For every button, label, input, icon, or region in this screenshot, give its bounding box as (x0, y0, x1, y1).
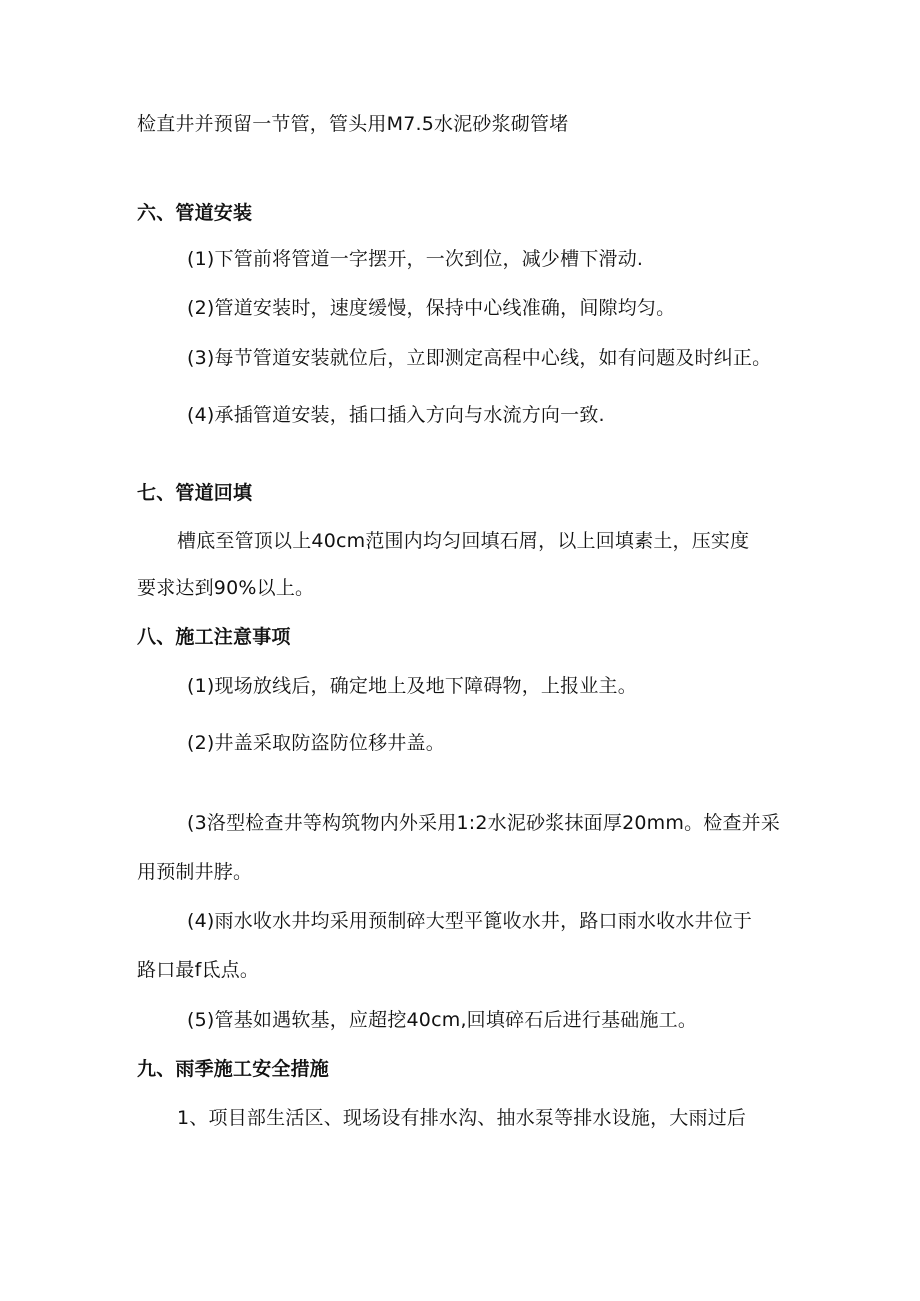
section-8-item-4-line-2: 路口最f氐点。 (137, 959, 260, 981)
section-heading-6: 六、管道安装 (137, 202, 253, 224)
section-8-item-3-line-2: 用预制井脖。 (137, 861, 253, 883)
section-6-item-2: (2)管道安装时，速度缓慢，保持中心线准确，间隙均匀。 (187, 297, 676, 319)
section-8-item-4-line-1: (4)雨水收水井均采用预制碎大型平篦收水井，路口雨水收水井位于 (187, 910, 753, 932)
section-8-item-1: (1)现场放线后，确定地上及地下障碍物，上报业主。 (187, 675, 637, 697)
section-7-paragraph-line-1: 槽底至管顶以上40cm范围内均匀回填石屑，以上回填素土，压实度 (177, 530, 750, 552)
section-8-item-2: (2)井盖采取防盗防位移井盖。 (187, 732, 445, 754)
intro-line: 检直井并预留一节管，管头用M7.5水泥砂浆砌管堵 (137, 113, 569, 135)
section-6-item-3: (3)每节管道安装就位后，立即测定高程中心线，如有问题及时纠正。 (187, 347, 772, 369)
section-8-item-5: (5)管基如遇软基，应超挖40cm,回填碎石后进行基础施工。 (187, 1009, 698, 1031)
section-6-item-4: (4)承插管道安装，插口插入方向与水流方向一致. (187, 404, 605, 426)
section-6-item-1: (1)下管前将管道一字摆开，一次到位，减少槽下滑动. (187, 248, 644, 270)
section-heading-7: 七、管道回填 (137, 482, 253, 504)
section-9-item-1: 1、项目部生活区、现场设有排水沟、抽水泵等排水设施，大雨过后 (177, 1107, 747, 1129)
section-heading-8: 八、施工注意事项 (137, 626, 291, 648)
section-heading-9: 九、雨季施工安全措施 (137, 1058, 330, 1080)
section-8-item-3-line-1: (3洛型检查井等构筑物内外采用1:2水泥砂浆抹面厚20mm。检查并采 (187, 812, 781, 834)
section-7-paragraph-line-2: 要求达到90%以上。 (137, 577, 315, 599)
